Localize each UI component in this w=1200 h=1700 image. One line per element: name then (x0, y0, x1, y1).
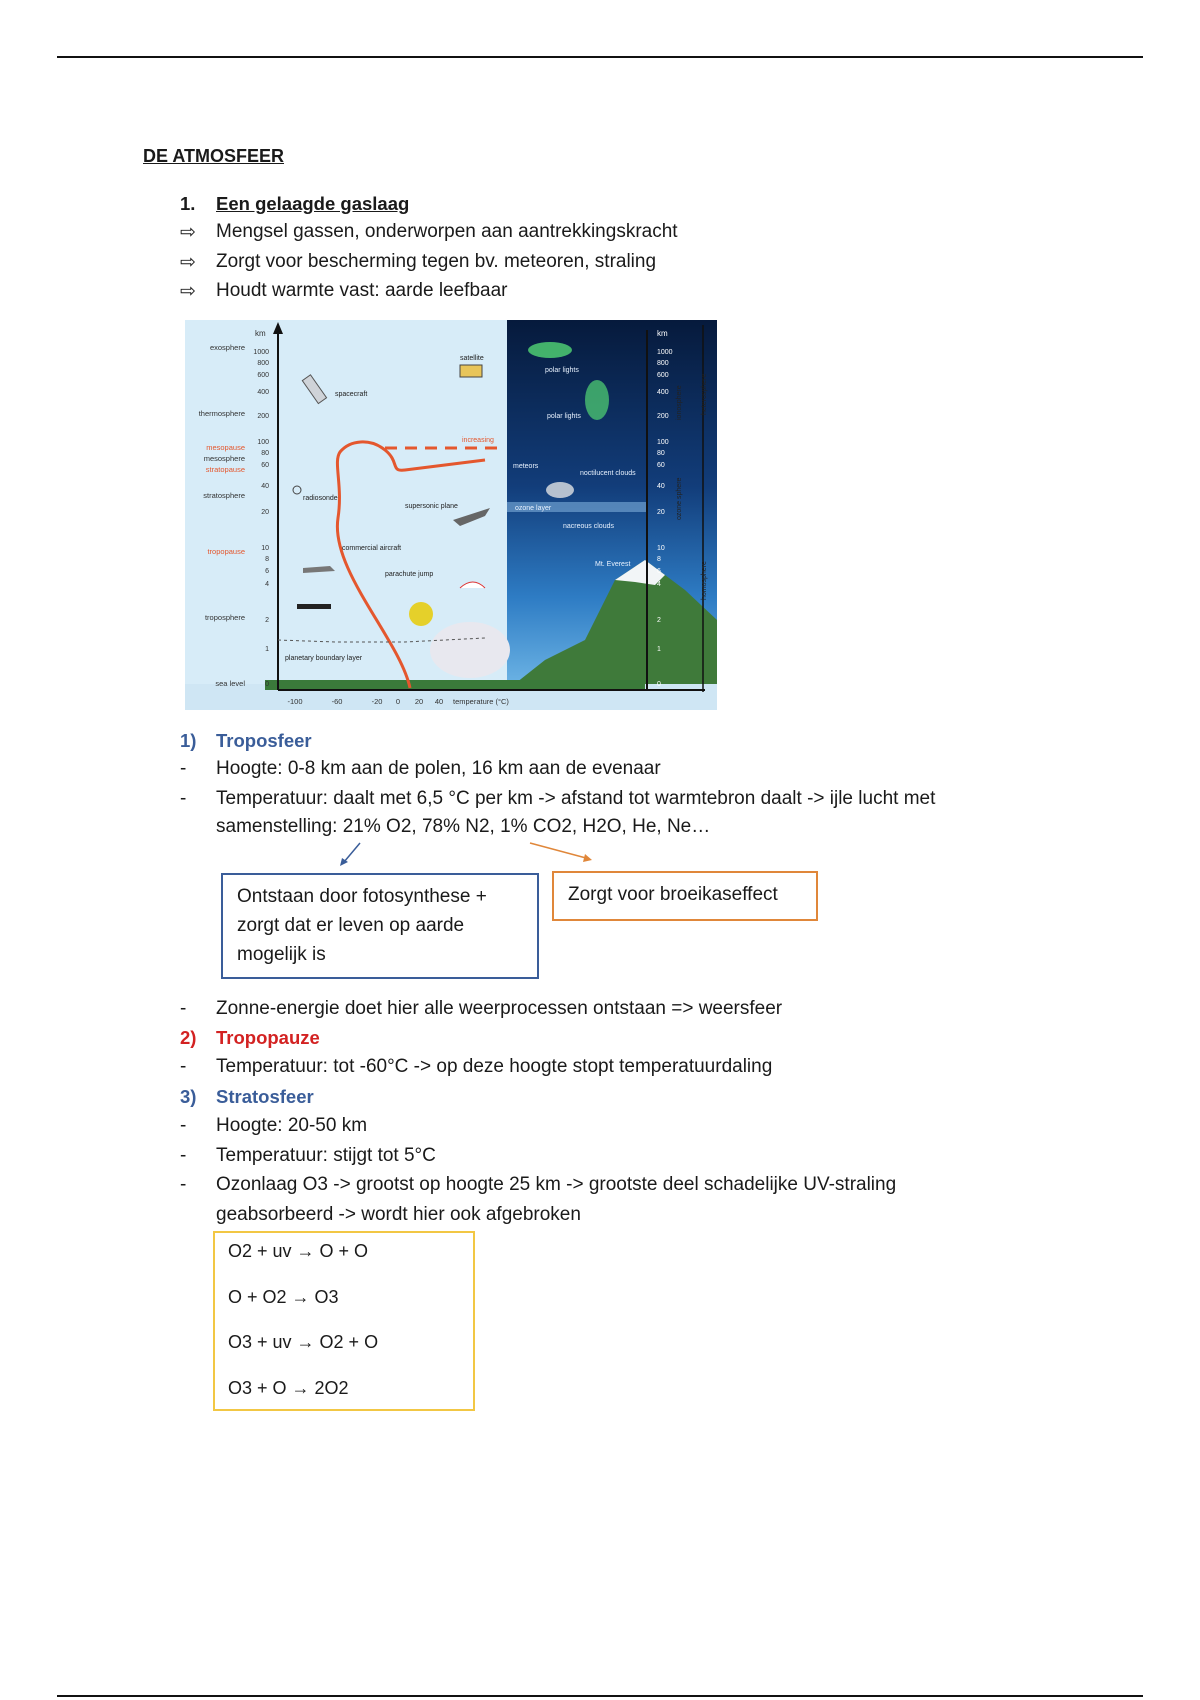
section-number: 1. (180, 193, 196, 214)
balloon-icon (409, 602, 433, 626)
arrow-bullet-icon: ⇨ (180, 222, 196, 243)
tick-label: 40 (657, 483, 665, 490)
tick-label: 0 (265, 681, 269, 688)
dash-bullet-mark: - (180, 1145, 187, 1166)
tick-label: 400 (657, 389, 669, 396)
layer-label: tropopause (207, 547, 245, 556)
tick-label: 1 (657, 646, 661, 653)
tick-label: 4 (265, 581, 269, 588)
layer-label: mesopause (206, 443, 245, 452)
tick-label: 4 (657, 581, 661, 588)
equation: O2 + uv → O + O (228, 1241, 369, 1261)
temp-tick-label: -60 (331, 697, 343, 706)
arrow-bullet-icon: ⇨ (180, 252, 196, 273)
section-number: 2) (180, 1027, 197, 1048)
temp-tick-label: 0 (395, 697, 401, 706)
tick-label: 800 (657, 360, 669, 367)
bottom-rule (57, 1695, 1143, 1697)
tick-label: 60 (657, 462, 665, 469)
equation: O3 + O → 2O2 (228, 1378, 349, 1398)
tick-label: 0 (657, 681, 661, 688)
tick-label: 200 (257, 413, 269, 420)
fotosynthese-callout-box (221, 873, 539, 979)
layer-label: exosphere (209, 343, 245, 352)
diagram-label: commercial aircraft (342, 545, 402, 552)
tick-label: 80 (657, 450, 665, 457)
broeikaseffect-callout-box (552, 871, 818, 921)
callout-text: zorgt dat er leven op aarde (237, 915, 465, 936)
tick-label: 600 (257, 372, 269, 379)
layer-label: sea level (215, 679, 245, 688)
diagram-label: polar lights (545, 367, 579, 374)
temp-tick-label: 40 (434, 697, 444, 706)
tick-label: 10 (261, 545, 269, 552)
tick-label: 600 (657, 372, 669, 379)
bullet-text: Zorgt voor bescherming tegen bv. meteoren, straling (216, 251, 657, 272)
atmosphere-diagram (185, 320, 717, 710)
bullet-text: Temperatuur: daalt met 6,5 °C per km -> afstand tot warmtebron daalt -> ijle lucht met (216, 788, 936, 809)
diagram-label: Mt. Everest (595, 561, 631, 568)
tick-label: 6 (657, 568, 661, 575)
diagram-label: increasing (462, 437, 494, 444)
composition-text-rest: 2, 78% N2, 1% CO2, H2O, He, Ne… (400, 816, 711, 837)
right-axis-label: ozone sphere (676, 477, 683, 520)
tick-label: 10 (657, 545, 665, 552)
section-number: 3) (180, 1086, 197, 1107)
section-title: Een gelaagde gaslaag (216, 193, 410, 214)
right-axis-label: homosphere (701, 561, 708, 600)
diagram-label: ozone layer (515, 505, 552, 512)
diagram-label: meteors (513, 463, 539, 470)
diagram-label: spacecraft (335, 391, 368, 398)
satellite-icon (460, 365, 482, 377)
right-axis-label: ionosphere (676, 385, 683, 420)
temp-tick-label: -20 (371, 697, 383, 706)
composition-text: samenstelling: 21% O (216, 816, 401, 837)
callout-arrows (330, 838, 600, 868)
section-title: Tropopauze (216, 1027, 320, 1048)
tick-label: 6 (265, 568, 269, 575)
diagram-label: parachute jump (385, 571, 434, 578)
layer-label: stratosphere (203, 491, 245, 500)
top-rule (57, 56, 1143, 58)
tick-label: 400 (257, 389, 269, 396)
diagram-label: supersonic plane (405, 503, 458, 510)
diagram-label: radiosonde (303, 495, 338, 502)
temp-tick-label: 20 (414, 697, 424, 706)
section-1-heading (180, 193, 409, 215)
dash-bullet-mark: - (180, 998, 187, 1019)
callout-text: mogelijk is (237, 944, 326, 965)
tick-label: 8 (657, 556, 661, 563)
diagram-label: polar lights (547, 413, 581, 420)
layer-label: thermosphere (198, 409, 245, 418)
tick-label: 200 (657, 413, 669, 420)
bullet-text: Temperatuur: tot -60°C -> op deze hoogte stopt temperatuurdaling (216, 1056, 773, 1077)
diagram-label: satellite (460, 355, 484, 362)
arrow-bullet-icon: ⇨ (180, 281, 196, 302)
storm-cloud (430, 622, 510, 678)
temp-axis-label: temperature (°C) (453, 697, 509, 706)
equation: O + O2 → O3 (228, 1287, 339, 1307)
section-number: 1) (180, 730, 197, 751)
right-axis-label: heterosphere (701, 373, 708, 415)
diagram-label: nacreous clouds (563, 523, 614, 530)
equation: O3 + uv → O2 + O (228, 1332, 379, 1352)
dash-bullet-mark: - (180, 788, 187, 809)
tick-label: 20 (657, 509, 665, 516)
bullet-text: Zonne-energie doet hier alle weerprocessen ontstaan => weersfeer (216, 998, 783, 1019)
temp-tick-label: -100 (287, 697, 303, 706)
section-title: Stratosfeer (216, 1086, 314, 1107)
tropopauze-heading (180, 1027, 320, 1049)
callout-text: Ontstaan door fotosynthese + (237, 886, 487, 907)
troposfeer-heading (180, 730, 312, 752)
dash-bullet-mark: - (180, 1174, 187, 1195)
diagram-label: noctilucent clouds (580, 470, 636, 477)
tick-label: 80 (261, 450, 269, 457)
axis-unit-label: km (657, 329, 668, 338)
tick-label: 1000 (657, 349, 673, 356)
bullet-text: Mengsel gassen, onderworpen aan aantrekkingskracht (216, 221, 678, 242)
dash-bullet-mark: - (180, 1056, 187, 1077)
page-title: DE ATMOSFEER (143, 146, 285, 166)
propeller-plane-icon (297, 604, 331, 609)
bullet-text: Hoogte: 20-50 km (216, 1115, 368, 1136)
axis-unit-label: km (255, 329, 266, 338)
bullet-text: Hoogte: 0-8 km aan de polen, 16 km aan de evenaar (216, 758, 661, 779)
layer-label: mesosphere (203, 454, 245, 463)
tick-label: 1 (265, 646, 269, 653)
stratosfeer-heading (180, 1086, 314, 1108)
bullet-text: Ozonlaag O3 -> grootst op hoogte 25 km -> grootste deel schadelijke UV-straling (216, 1174, 897, 1195)
tick-label: 8 (265, 556, 269, 563)
tick-label: 100 (257, 439, 269, 446)
polar-lights-icon (528, 342, 572, 358)
tick-label: 1000 (253, 349, 269, 356)
bullet-text: Houdt warmte vast: aarde leefbaar (216, 280, 508, 301)
tick-label: 100 (657, 439, 669, 446)
layer-label: troposphere (204, 613, 245, 622)
tick-label: 2 (657, 617, 661, 624)
section-title: Troposfeer (216, 730, 312, 751)
layer-label: stratopause (205, 465, 245, 474)
tick-label: 40 (261, 483, 269, 490)
tick-label: 2 (265, 617, 269, 624)
bullet-text: Temperatuur: stijgt tot 5°C (216, 1145, 436, 1166)
dash-bullet-mark: - (180, 758, 187, 779)
dash-bullet-mark: - (180, 1115, 187, 1136)
callout-text: Zorgt voor broeikaseffect (568, 884, 778, 905)
diagram-label: planetary boundary layer (285, 655, 363, 662)
tick-label: 20 (261, 509, 269, 516)
tick-label: 800 (257, 360, 269, 367)
bullet-text: geabsorbeerd -> wordt hier ook afgebroken (216, 1204, 581, 1225)
tick-label: 60 (261, 462, 269, 469)
